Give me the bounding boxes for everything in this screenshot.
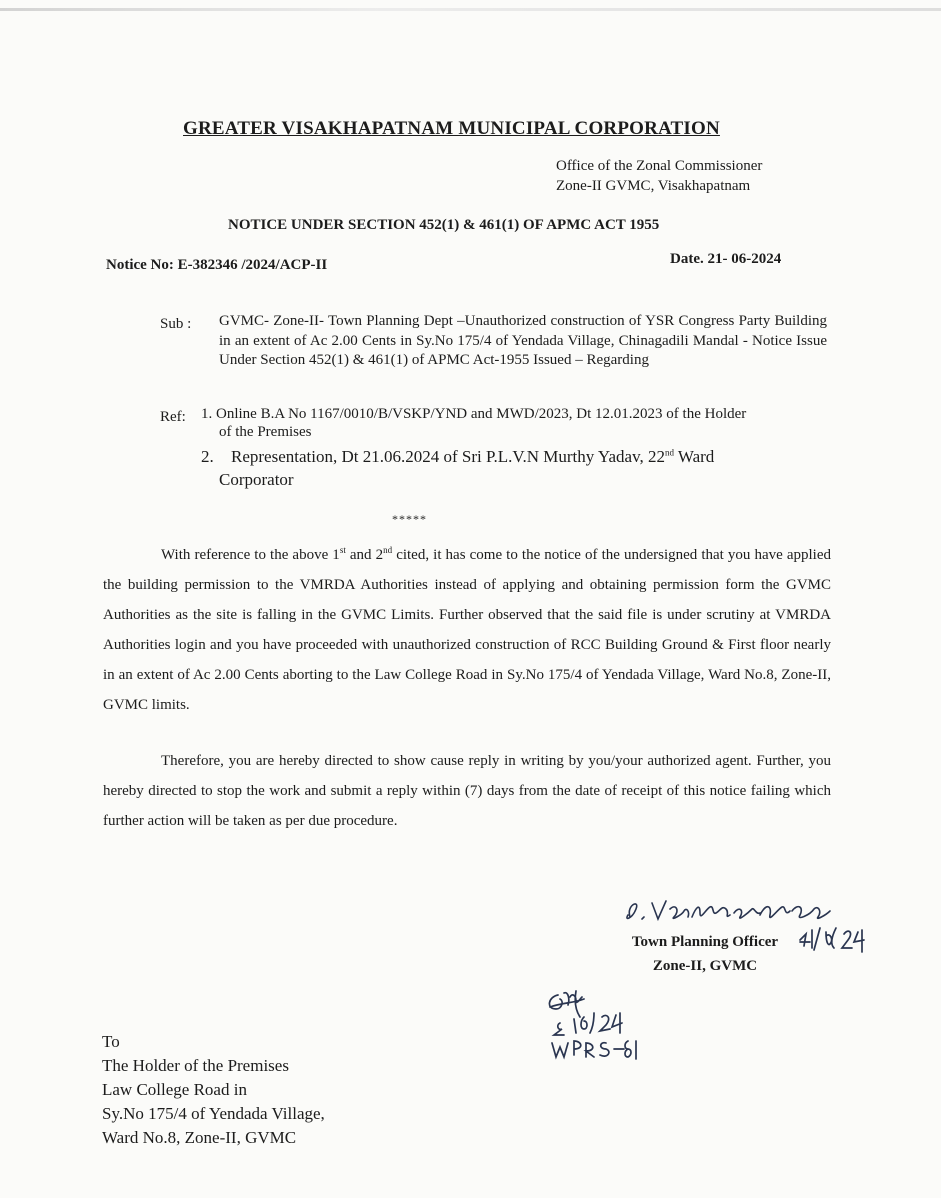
office-line-1: Office of the Zonal Commissioner [556,158,763,174]
body-paragraph-2-text: Therefore, you are hereby directed to show cause reply in writing by you/your authorized agent. Further, you hereby directed to stop the work and submit a reply within (7) days from the date of receipt of this notice failing which further action will be taken as per due procedure. [103,753,831,829]
reference-2-line-2: Corporator [219,470,294,489]
addressee-line-2: Law College Road in [102,1080,247,1099]
signatory-zone: Zone-II, GVMC [652,958,758,974]
separator-stars: ***** [392,512,427,526]
office-line-2: Zone-II GVMC, Visakhapatnam [556,178,751,194]
addressee-block [102,1030,325,1150]
subject-text: GVMC- Zone-II- Town Planning Dept –Unauthorized construction of YSR Congress Party Building in an extent of Ac 2.00 Cents in Sy.No 175/4 of Yendada Village, Chinagadili Mandal - Notice Issue Under Section 452(1) & 461(1) of APMC Act-1955 Issued – Regarding [219,313,827,368]
reference-label: Ref: [160,409,186,425]
notice-heading: NOTICE UNDER SECTION 452(1) & 461(1) OF APMC ACT 1955 [228,217,660,233]
reference-2-number: 2. [201,447,214,466]
addressee-line-3: Sy.No 175/4 of Yendada Village, [102,1104,325,1123]
body-paragraph-1: With reference to the above 1st and 2nd cited, it has come to the notice of the undersigned that you have applied the building permission to the VMRDA Authorities instead of applying and obtaining permission form the GVMC Authorities as the site is falling in the GVMC Limits. Further observed that the said file is under scrutiny at VMRDA Authorities login and you have proceeded with unauthorized construction of RCC Building Ground & First floor nearly in an extent of Ac 2.00 Cents aborting to the Law College Road in Sy.No 175/4 of Yendada Village, Ward No.8, Zone-II, GVMC limits. [103,545,831,713]
office-address [556,156,762,196]
subject-label: Sub : [160,316,192,332]
addressee-to: To [102,1032,120,1051]
signatory-title: Town Planning Officer [631,934,779,950]
addressee-line-4: Ward No.8, Zone-II, GVMC [102,1128,297,1147]
reference-1-line-1: 1. Online B.A No 1167/0010/B/VSKP/YND and MWD/2023, Dt 12.01.2023 of the Holder [201,406,747,422]
reference-2 [201,445,831,491]
handwritten-sign-date [796,922,876,954]
notice-number: Notice No: E-382346 /2024/ACP-II [106,257,328,273]
scan-edge-line [0,8,941,11]
organization-title: GREATER VISAKHAPATNAM MUNICIPAL CORPORATION [183,118,720,139]
initials-scribble [540,985,650,1065]
reference-2-line-1: Representation, Dt 21.06.2024 of Sri P.L.V.N Murthy Yadav, 22nd Ward [231,447,715,466]
addressee-line-1: The Holder of the Premises [102,1056,289,1075]
signature-scribble [622,895,840,925]
body-paragraph-2 [103,746,831,836]
signatory-block [606,930,804,978]
reference-1 [201,405,831,441]
reference-1-line-2: of the Premises [219,424,312,440]
notice-date: Date. 21- 06-2024 [670,251,782,267]
